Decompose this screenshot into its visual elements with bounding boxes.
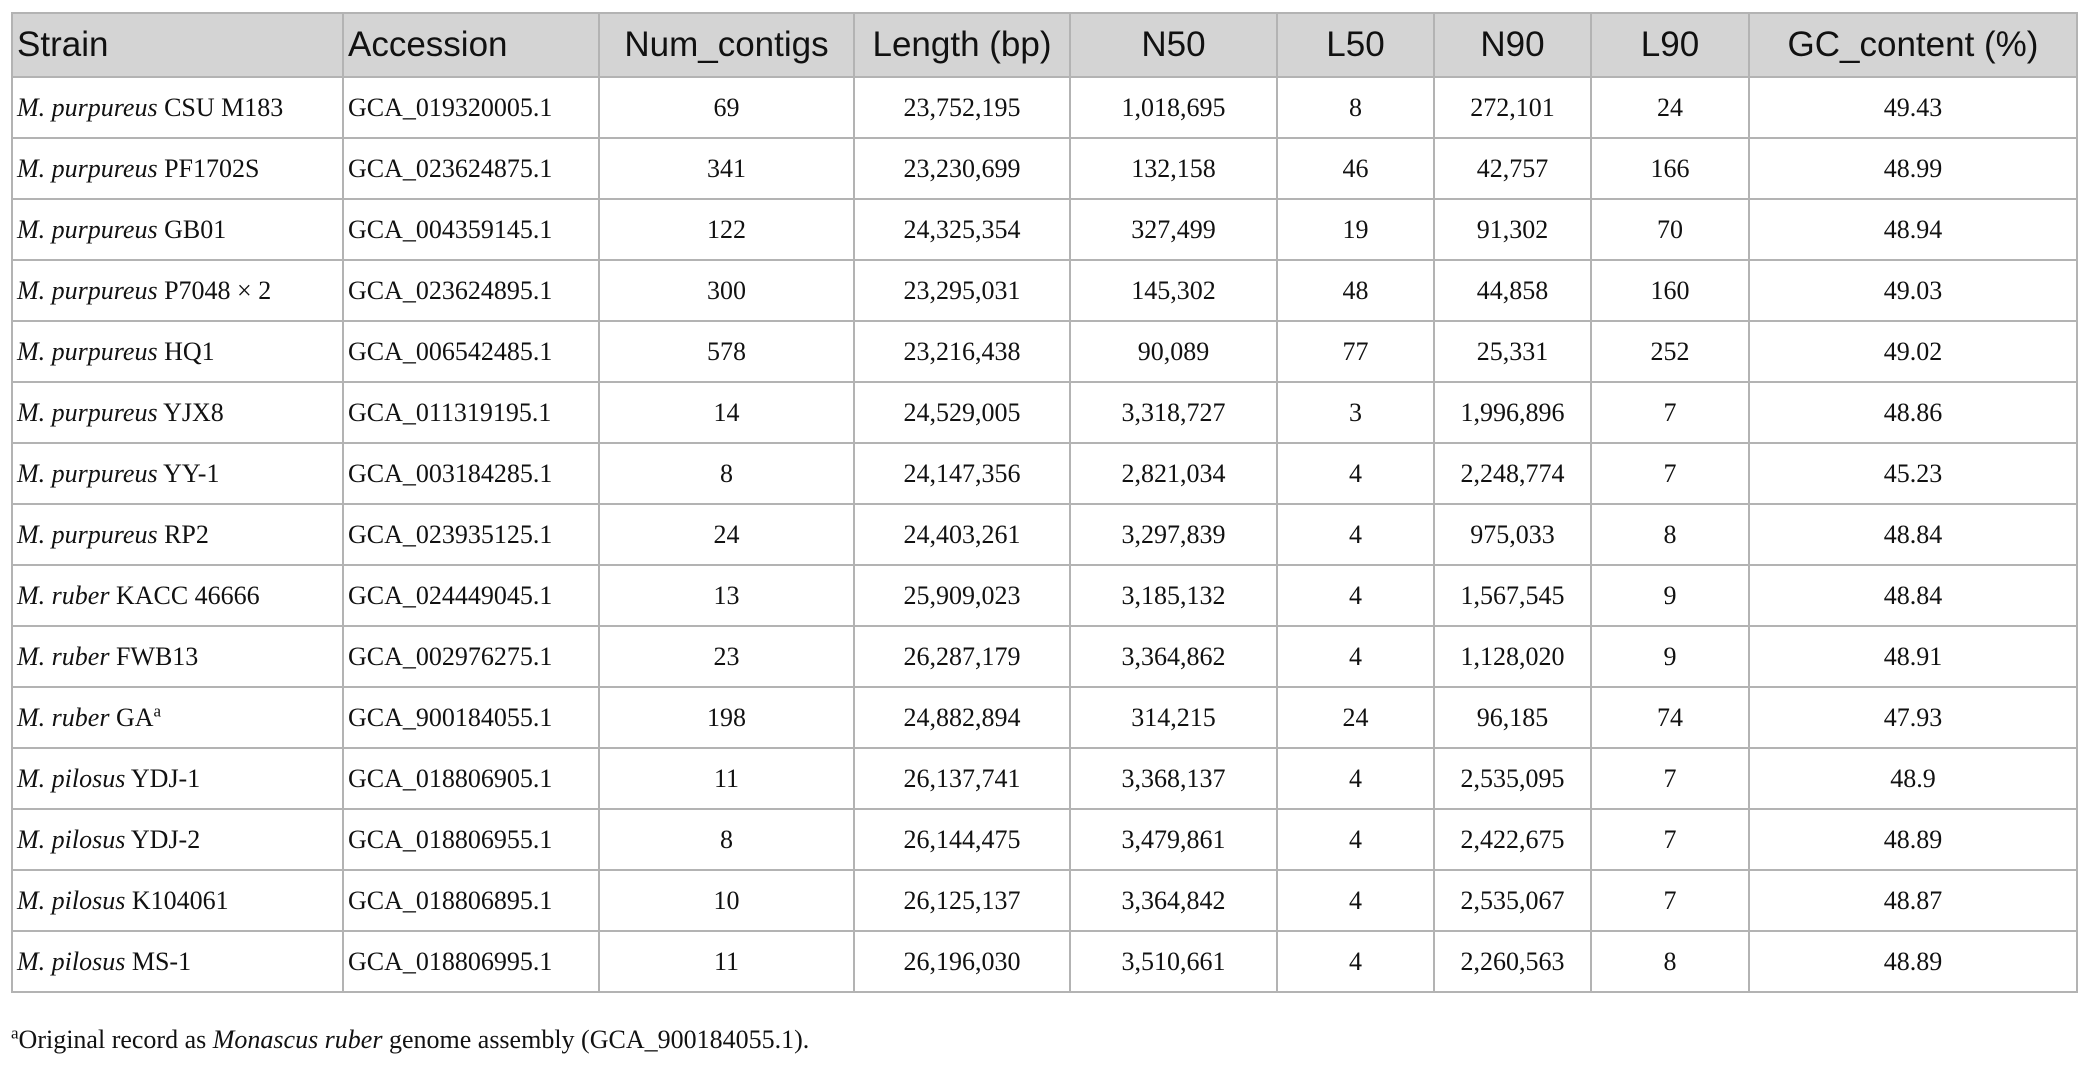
l90-cell: 70 (1591, 199, 1749, 260)
n90-cell: 2,260,563 (1434, 931, 1591, 992)
strain-cell (12, 77, 343, 138)
gc-content-cell: 45.23 (1749, 443, 2077, 504)
strain-cell (12, 809, 343, 870)
strain-name: P7048 × 2 (164, 275, 272, 305)
length-cell: 23,230,699 (854, 138, 1070, 199)
length-cell: 26,125,137 (854, 870, 1070, 931)
strain-cell (12, 382, 343, 443)
num-contigs-cell: 578 (599, 321, 854, 382)
strain-cell (12, 321, 343, 382)
header-length: Length (bp) (854, 13, 1070, 77)
num-contigs-cell: 122 (599, 199, 854, 260)
length-cell: 23,752,195 (854, 77, 1070, 138)
table-footnote (11, 1025, 809, 1055)
header-accession: Accession (343, 13, 599, 77)
genome-assembly-table (11, 12, 2078, 993)
length-cell: 25,909,023 (854, 565, 1070, 626)
table-row (12, 199, 2077, 260)
length-cell: 26,287,179 (854, 626, 1070, 687)
gc-content-cell: 47.93 (1749, 687, 2077, 748)
table-row (12, 443, 2077, 504)
l50-cell: 24 (1277, 687, 1434, 748)
table-row (12, 321, 2077, 382)
gc-content-cell: 49.03 (1749, 260, 2077, 321)
l90-cell: 8 (1591, 504, 1749, 565)
species-name: M. ruber (17, 580, 110, 610)
table-row (12, 626, 2077, 687)
length-cell: 26,144,475 (854, 809, 1070, 870)
n50-cell: 3,185,132 (1070, 565, 1277, 626)
l90-cell: 7 (1591, 443, 1749, 504)
species-name: M. purpureus (17, 336, 158, 366)
l90-cell: 160 (1591, 260, 1749, 321)
table-row (12, 504, 2077, 565)
species-name: M. purpureus (17, 458, 158, 488)
strain-cell (12, 504, 343, 565)
strain-name: YJX8 (163, 397, 224, 427)
l90-cell: 74 (1591, 687, 1749, 748)
strain-name: KACC 46666 (115, 580, 260, 610)
strain-cell (12, 138, 343, 199)
table-row (12, 931, 2077, 992)
header-n50: N50 (1070, 13, 1277, 77)
num-contigs-cell: 13 (599, 565, 854, 626)
strain-cell (12, 687, 343, 748)
l90-cell: 7 (1591, 748, 1749, 809)
l90-cell: 7 (1591, 809, 1749, 870)
n50-cell: 3,510,661 (1070, 931, 1277, 992)
gc-content-cell: 48.84 (1749, 565, 2077, 626)
length-cell: 24,403,261 (854, 504, 1070, 565)
num-contigs-cell: 23 (599, 626, 854, 687)
species-name: M. purpureus (17, 92, 158, 122)
accession-cell: GCA_900184055.1 (343, 687, 599, 748)
table-body (12, 77, 2077, 992)
num-contigs-cell: 11 (599, 931, 854, 992)
strain-cell (12, 748, 343, 809)
accession-cell: GCA_018806895.1 (343, 870, 599, 931)
n90-cell: 42,757 (1434, 138, 1591, 199)
accession-cell: GCA_023624875.1 (343, 138, 599, 199)
length-cell: 23,216,438 (854, 321, 1070, 382)
strain-name: GB01 (164, 214, 227, 244)
n50-cell: 2,821,034 (1070, 443, 1277, 504)
table-row (12, 138, 2077, 199)
l90-cell: 9 (1591, 565, 1749, 626)
species-name: M. purpureus (17, 214, 158, 244)
strain-name: CSU M183 (164, 92, 284, 122)
species-name: M. pilosus (17, 824, 126, 854)
n90-cell: 44,858 (1434, 260, 1591, 321)
n50-cell: 145,302 (1070, 260, 1277, 321)
num-contigs-cell: 8 (599, 809, 854, 870)
table-row (12, 809, 2077, 870)
accession-cell: GCA_024449045.1 (343, 565, 599, 626)
length-cell: 24,147,356 (854, 443, 1070, 504)
accession-cell: GCA_003184285.1 (343, 443, 599, 504)
n50-cell: 3,364,862 (1070, 626, 1277, 687)
n50-cell: 132,158 (1070, 138, 1277, 199)
n90-cell: 2,422,675 (1434, 809, 1591, 870)
num-contigs-cell: 10 (599, 870, 854, 931)
footnote-text-after: genome assembly (GCA_900184055.1). (382, 1025, 810, 1054)
num-contigs-cell: 14 (599, 382, 854, 443)
header-strain: Strain (12, 13, 343, 77)
header-row (12, 13, 2077, 77)
l90-cell: 24 (1591, 77, 1749, 138)
strain-name: FWB13 (115, 641, 199, 671)
species-name: M. purpureus (17, 397, 158, 427)
l90-cell: 7 (1591, 382, 1749, 443)
l50-cell: 4 (1277, 809, 1434, 870)
l50-cell: 4 (1277, 931, 1434, 992)
species-name: M. purpureus (17, 153, 158, 183)
accession-cell: GCA_023624895.1 (343, 260, 599, 321)
footnote-species: Monascus ruber (212, 1025, 383, 1054)
n90-cell: 1,996,896 (1434, 382, 1591, 443)
accession-cell: GCA_004359145.1 (343, 199, 599, 260)
l50-cell: 19 (1277, 199, 1434, 260)
species-name: M. pilosus (17, 946, 126, 976)
n90-cell: 272,101 (1434, 77, 1591, 138)
strain-name: K104061 (131, 885, 229, 915)
strain-name: YDJ-1 (130, 763, 201, 793)
strain-name: GA (115, 702, 154, 732)
n50-cell: 314,215 (1070, 687, 1277, 748)
n90-cell: 2,535,095 (1434, 748, 1591, 809)
footnote-marker: a (11, 1023, 19, 1043)
table-row (12, 382, 2077, 443)
num-contigs-cell: 69 (599, 77, 854, 138)
length-cell: 26,137,741 (854, 748, 1070, 809)
gc-content-cell: 49.43 (1749, 77, 2077, 138)
species-name: M. ruber (17, 641, 110, 671)
n90-cell: 975,033 (1434, 504, 1591, 565)
strain-name: YY-1 (163, 458, 220, 488)
strain-cell (12, 565, 343, 626)
gc-content-cell: 48.94 (1749, 199, 2077, 260)
l50-cell: 4 (1277, 565, 1434, 626)
gc-content-cell: 48.87 (1749, 870, 2077, 931)
length-cell: 26,196,030 (854, 931, 1070, 992)
accession-cell: GCA_018806955.1 (343, 809, 599, 870)
l50-cell: 77 (1277, 321, 1434, 382)
n50-cell: 327,499 (1070, 199, 1277, 260)
gc-content-cell: 49.02 (1749, 321, 2077, 382)
gc-content-cell: 48.9 (1749, 748, 2077, 809)
gc-content-cell: 48.84 (1749, 504, 2077, 565)
strain-cell (12, 931, 343, 992)
n50-cell: 3,364,842 (1070, 870, 1277, 931)
strain-name: YDJ-2 (130, 824, 201, 854)
length-cell: 23,295,031 (854, 260, 1070, 321)
accession-cell: GCA_018806905.1 (343, 748, 599, 809)
n90-cell: 1,128,020 (1434, 626, 1591, 687)
n90-cell: 1,567,545 (1434, 565, 1591, 626)
num-contigs-cell: 11 (599, 748, 854, 809)
table-row (12, 870, 2077, 931)
header-l50: L50 (1277, 13, 1434, 77)
strain-cell (12, 260, 343, 321)
length-cell: 24,529,005 (854, 382, 1070, 443)
species-name: M. purpureus (17, 275, 158, 305)
n50-cell: 3,368,137 (1070, 748, 1277, 809)
strain-cell (12, 443, 343, 504)
table-row (12, 260, 2077, 321)
strain-name: RP2 (164, 519, 209, 549)
l90-cell: 252 (1591, 321, 1749, 382)
strain-name: PF1702S (164, 153, 260, 183)
table-row (12, 77, 2077, 138)
accession-cell: GCA_019320005.1 (343, 77, 599, 138)
species-name: M. ruber (17, 702, 110, 732)
accession-cell: GCA_011319195.1 (343, 382, 599, 443)
accession-cell: GCA_002976275.1 (343, 626, 599, 687)
gc-content-cell: 48.99 (1749, 138, 2077, 199)
n50-cell: 3,479,861 (1070, 809, 1277, 870)
accession-cell: GCA_006542485.1 (343, 321, 599, 382)
n90-cell: 91,302 (1434, 199, 1591, 260)
gc-content-cell: 48.86 (1749, 382, 2077, 443)
l50-cell: 4 (1277, 626, 1434, 687)
footnote-marker: a (153, 700, 162, 720)
num-contigs-cell: 300 (599, 260, 854, 321)
l90-cell: 166 (1591, 138, 1749, 199)
length-cell: 24,882,894 (854, 687, 1070, 748)
species-name: M. pilosus (17, 885, 126, 915)
gc-content-cell: 48.89 (1749, 809, 2077, 870)
l50-cell: 3 (1277, 382, 1434, 443)
l50-cell: 4 (1277, 748, 1434, 809)
l50-cell: 4 (1277, 870, 1434, 931)
l50-cell: 4 (1277, 443, 1434, 504)
n90-cell: 2,248,774 (1434, 443, 1591, 504)
num-contigs-cell: 341 (599, 138, 854, 199)
num-contigs-cell: 8 (599, 443, 854, 504)
accession-cell: GCA_023935125.1 (343, 504, 599, 565)
header-gc-content: GC_content (%) (1749, 13, 2077, 77)
footnote-text-before: Original record as (18, 1025, 213, 1054)
accession-cell: GCA_018806995.1 (343, 931, 599, 992)
n50-cell: 90,089 (1070, 321, 1277, 382)
length-cell: 24,325,354 (854, 199, 1070, 260)
species-name: M. purpureus (17, 519, 158, 549)
strain-name: HQ1 (164, 336, 215, 366)
table-row (12, 565, 2077, 626)
header-num-contigs: Num_contigs (599, 13, 854, 77)
strain-cell (12, 626, 343, 687)
n90-cell: 2,535,067 (1434, 870, 1591, 931)
table-row (12, 748, 2077, 809)
num-contigs-cell: 198 (599, 687, 854, 748)
n90-cell: 25,331 (1434, 321, 1591, 382)
header-l90: L90 (1591, 13, 1749, 77)
strain-cell (12, 199, 343, 260)
l50-cell: 4 (1277, 504, 1434, 565)
l50-cell: 46 (1277, 138, 1434, 199)
n50-cell: 3,318,727 (1070, 382, 1277, 443)
n50-cell: 1,018,695 (1070, 77, 1277, 138)
l50-cell: 8 (1277, 77, 1434, 138)
l90-cell: 8 (1591, 931, 1749, 992)
l90-cell: 9 (1591, 626, 1749, 687)
species-name: M. pilosus (17, 763, 126, 793)
n90-cell: 96,185 (1434, 687, 1591, 748)
table-row (12, 687, 2077, 748)
n50-cell: 3,297,839 (1070, 504, 1277, 565)
l90-cell: 7 (1591, 870, 1749, 931)
strain-name: MS-1 (131, 946, 192, 976)
header-n90: N90 (1434, 13, 1591, 77)
strain-cell (12, 870, 343, 931)
gc-content-cell: 48.89 (1749, 931, 2077, 992)
l50-cell: 48 (1277, 260, 1434, 321)
genome-table-container (11, 12, 2078, 993)
gc-content-cell: 48.91 (1749, 626, 2077, 687)
num-contigs-cell: 24 (599, 504, 854, 565)
